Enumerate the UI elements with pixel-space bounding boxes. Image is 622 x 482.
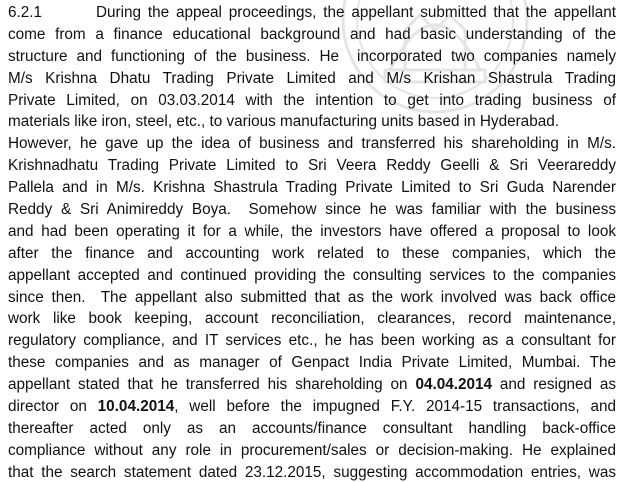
text-line: materials like iron, steel, etc., to various manufacturing units based in Hyderabad. (8, 113, 559, 131)
paragraph-number: 6.2.1 (8, 4, 43, 21)
text-line: Reddy & Sri Animireddy Boya. Somehow since he was familiar with the business (8, 201, 616, 219)
text-line: structure and functioning of the business. He incorporated two companies namely (8, 47, 616, 65)
text-line: compliance without any role in procurement/sales or decision-making. He explained (8, 441, 616, 459)
text-line: Krishnadhatu Trading Private Limited to Sri Veera Reddy Geelli & Sri Veerareddy (8, 157, 616, 175)
resignation-date: 10.04.2014 (97, 398, 175, 416)
text-line: since then. The appellant also submitted that as the work involved was back office (8, 288, 616, 306)
text-line: appellant accepted and continued providing the consulting services to the companies (8, 266, 616, 284)
text-line: that the search statement dated 23.12.2015, suggesting accommodation entries, was (8, 463, 616, 481)
text-line: regulatory compliance, and IT services etc., he has been working as a consultant for (8, 332, 616, 350)
text-line: 6.2.1 During the appeal proceedings, the appellant submitted that the appellant (8, 2, 616, 24)
text-line: thereafter acted only as an accounts/finance consultant handling back-office (8, 419, 616, 437)
text-line: and had been operating it for a while, the investors have offered a proposal to look (8, 222, 616, 240)
text-line: these companies and as manager of Genpact India Private Limited, Mumbai. The (8, 354, 616, 372)
text-line: M/s Krishna Dhatu Trading Private Limited and M/s Krishan Shastrula Trading (8, 69, 616, 87)
text-line: work like book keeping, account reconciliation, clearances, record maintenance, (8, 310, 616, 328)
text-line: However, he gave up the idea of business and transferred his shareholding in M/s. (8, 135, 616, 153)
text-line: Pallela and in M/s. Krishna Shastrula Trading Private Limited to Sri Guda Narender (8, 179, 616, 197)
text-line: appellant stated that he transferred his shareholding on 04.04.2014 and resigned as (8, 376, 617, 394)
text-line: come from a finance educational background and had basic understanding of the (8, 25, 616, 43)
paragraph-6-2-1 (8, 2, 616, 482)
text-line: director on 10.04.2014, well before the impugned F.Y. 2014-15 transactions, and (8, 398, 616, 416)
share-transfer-date: 04.04.2014 (415, 376, 493, 394)
text-line: after the finance and accounting work related to these companies, which the (8, 244, 616, 262)
text-line: Private Limited, on 03.03.2014 with the intention to get into trading business of (8, 91, 616, 109)
